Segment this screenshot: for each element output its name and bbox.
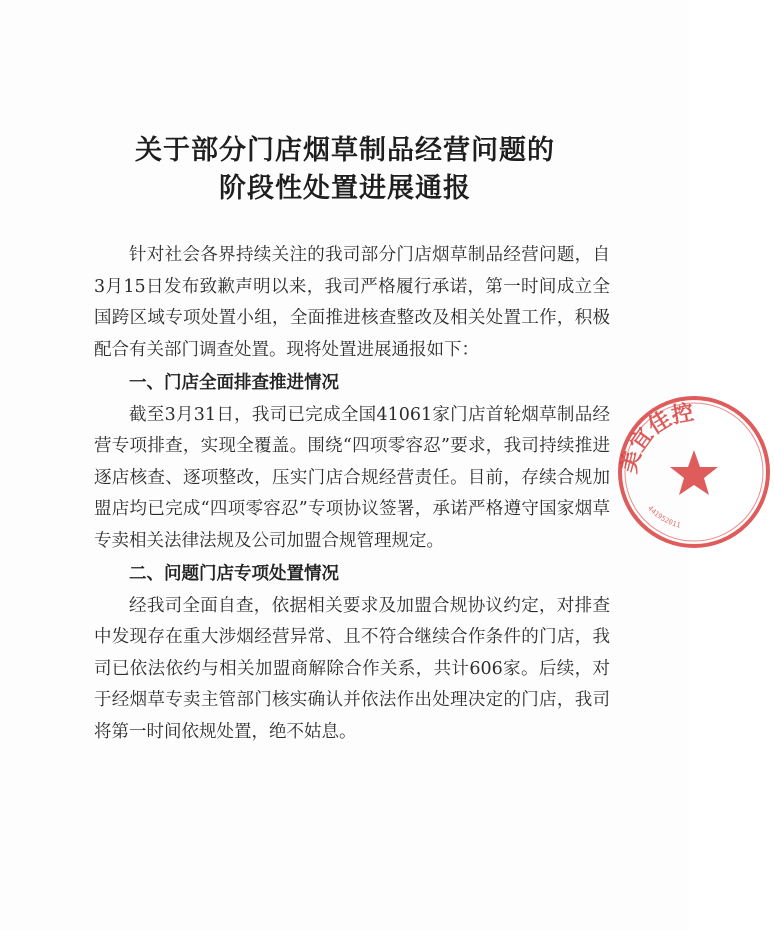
section-2-paragraph: 经我司全面自查，依据相关要求及加盟合规协议约定，对排查中发现存在重大涉烟经营异常、且不符合继续合作条件的门店，我司已依法依约与相关加盟商解除合作关系，共计606家。后续，对于经烟草专卖主管部门核实确认并依法作出处理决定的门店，我司将第一时间依规处置，绝不姑息。: [94, 595, 610, 742]
document-title: [0, 132, 690, 208]
title-line-1: 关于部分门店烟草制品经营问题的: [135, 135, 555, 166]
seal-star-icon: [670, 450, 718, 495]
intro-paragraph: 针对社会各界持续关注的我司部分门店烟草制品经营问题，自3月15日发布致歉声明以来，我司严格履行承诺，第一时间成立全国跨区域专项处置小组，全面推进核查整改及相关处置工作，积极配合有关部门调查处置。现将处置进展通报如下：: [94, 245, 610, 360]
title-line-2: 阶段性处置进展通报: [219, 173, 471, 204]
section-1-heading: 一、门店全面排查推进情况: [129, 373, 339, 393]
section-2-heading: 二、问题门店专项处置情况: [129, 564, 339, 584]
section-1-paragraph: 截至3月31日，我司已完成全国41061家门店首轮烟草制品经营专项排查，实现全覆盖。围绕“四项零容忍”要求，我司持续推进逐店核查、逐项整改，压实门店合规经营责任。目前，存续合规加盟店均已完成“四项零容忍”专项协议签署，承诺严格遵守国家烟草专卖相关法律法规及公司加盟合规管理规定。: [94, 404, 610, 551]
seal-text: 美宜佳控: [615, 399, 696, 476]
seal-code: 441952011: [646, 504, 682, 530]
company-seal-stamp: [614, 392, 774, 552]
document-body: [94, 240, 610, 748]
